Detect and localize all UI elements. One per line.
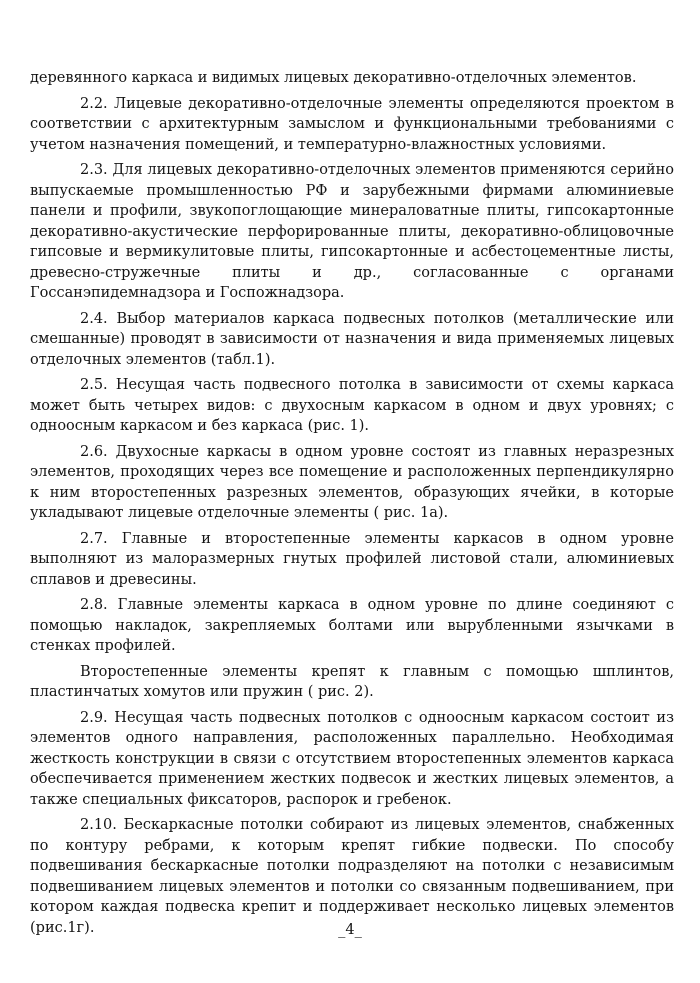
paragraph-2-2: 2.2. Лицевые декоративно-отделочные элементы определяются проектом в соответствии с архитектурным замыслом и функциональными требованиями с учетом назначения помещений, и температурно-влажностных условиями. bbox=[30, 95, 674, 153]
paragraph-2-8: 2.8. Главные элементы каркаса в одном уровне по длине соединяют с помощью накладок, закрепляемых болтами или вырубленными язычками в стенках профилей. bbox=[30, 597, 674, 654]
paragraph-2-8-secondary: Второстепенные элементы крепят к главным с помощью шплинтов, пластинчатых хомутов или пружин ( рис. 2). bbox=[30, 663, 674, 700]
paragraph-2-10: 2.10. Бескаркасные потолки собирают из лицевых элементов, снабженных по контуру ребрами, к которым крепят гибкие подвески. По способу подвешивания бескаркасные потолки подразделяют на потолки с независимым подвешиванием лицевых элементов и потолки со связанным подвешиванием, при котором каждая подвеска крепит и поддерживает несколько лицевых элементов (рис.1г). bbox=[30, 817, 674, 936]
paragraph-2-5: 2.5. Несущая часть подвесного потолка в зависимости от схемы каркаса может быть четырех видов: с двухосным каркасом в одном и двух уровнях; с одноосным каркасом и без каркаса (рис. 1). bbox=[30, 377, 674, 434]
paragraph-2-7: 2.7. Главные и второстепенные элементы каркасов в одном уровне выполняют из малоразмерных гнутых профилей листовой стали, алюминиевых сплавов и древесины. bbox=[30, 530, 674, 588]
paragraph-2-6: 2.6. Двухосные каркасы в одном уровне состоят из главных неразрезных элементов, проходящих через все помещение и расположенных перпендикулярно к ним второстепенных разрезных элементов, образующих ячейки, в которые укладывают лицевые отделочные элементы ( рис. 1а). bbox=[30, 443, 674, 521]
paragraph-2-9: 2.9. Несущая часть подвесных потолков с одноосным каркасом состоит из элементов одного направления, расположенных параллельно. Необходимая жесткость конструкции в связи с отсутствием второстепенных элементов каркаса обеспечивается применением жестких подвесок и жестких лицевых элементов, а также специальных фиксаторов, распорок и гребенок. bbox=[30, 709, 674, 808]
page-number: _4_ bbox=[338, 922, 362, 938]
paragraph-2-4: 2.4. Выбор материалов каркаса подвесных потолков (металлические или смешанные) проводят в зависимости от назначения и вида применяемых лицевых отделочных элементов (табл.1). bbox=[30, 310, 674, 368]
paragraph-2-3: 2.3. Для лицевых декоративно-отделочных элементов применяются серийно выпускаемые промышленностью РФ и зарубежными фирмами алюминиевые панели и профили, звукопоглощающие минераловатные плиты, гипсокартонные декоративно-акустические перфорированные плиты, декоративно-облицовочные гипсовые и вермикулитовые плиты, гипсокартонные и асбестоцементные листы, древесно-стружечные плиты и др., согласованные с органами Госсанэпидемнадзора и Госпожнадзора. bbox=[30, 162, 674, 301]
document-body bbox=[30, 68, 674, 943]
paragraph-continuation: деревянного каркаса и видимых лицевых декоративно-отделочных элементов. bbox=[30, 70, 637, 86]
